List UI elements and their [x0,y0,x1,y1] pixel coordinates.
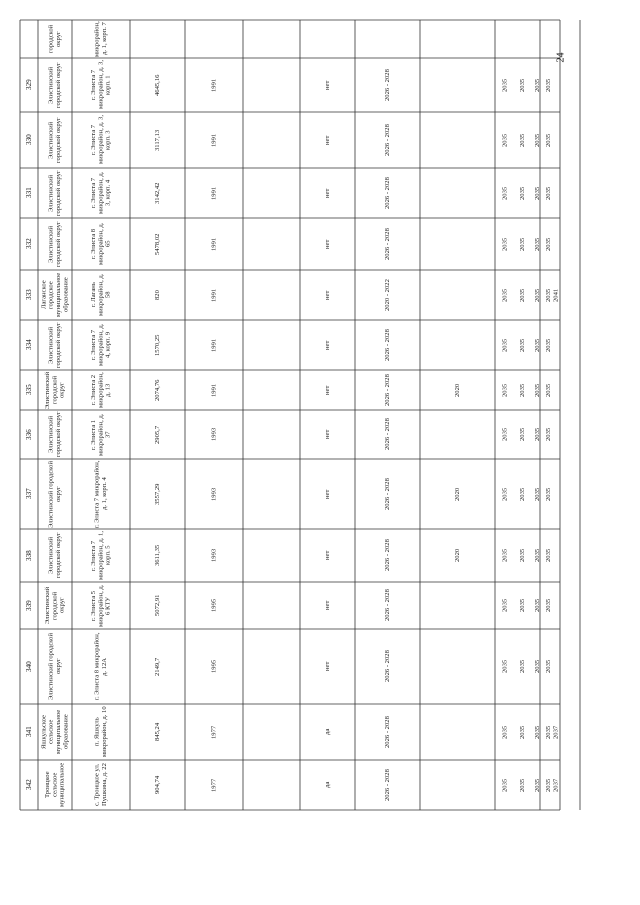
year-built-cell: 1977 [210,778,218,792]
plan-year-cell: 2035 [501,383,509,397]
period-cell: 2026 - 2028 [383,589,391,622]
year-built-cell: 1995 [210,659,218,674]
period-cell: 2020 - 2022 [383,279,391,311]
address-cell: г. Элиста 7 микрорайон, д. 4, корп. 9 [89,323,112,367]
needs-cell: да [323,728,331,736]
period-cell: 2026 - 2028 [383,124,391,156]
period-cell: 2026 - 2028 [383,418,391,451]
year-cell [420,218,495,270]
plan-year-cell: 2035 [533,778,541,792]
municipality-cell: Яшкульское сельское муниципальное образование [40,709,70,755]
address-cell: п. Яшкуль микрорайон, д. 10 [93,706,108,758]
final-year-cell [552,459,560,529]
needs-cell: да [323,781,331,789]
plan-year-cell: 2035 [501,427,509,442]
plan-year-cell: 2035 [518,383,526,397]
plan-year-cell: 2035 [545,725,552,739]
final-year-cell [552,112,560,168]
row-number: 331 [24,187,33,199]
municipality-cell: Троицкое сельское муниципальное [43,762,66,808]
row-number: 335 [24,384,33,396]
year-built-cell: 1993 [210,427,218,442]
year-cell [420,112,495,168]
plan-year-cell: 2035 [518,487,526,501]
row-number: 337 [24,488,33,500]
plan-year-cell: 2035 [501,487,509,501]
empty-cell [243,168,300,218]
municipality-cell: Элистинский городской округ [47,170,62,216]
plan-year-cell: 2035 [533,598,541,613]
needs-cell: нет [323,80,331,90]
area-cell: 904,74 [153,775,161,795]
row-number: 334 [24,339,33,351]
plan-year-cell: 2035 [533,78,541,92]
address-cell: г. Элиста 8 микрорайон, д. 65 [89,222,112,266]
year-cell [420,168,495,218]
continued-municipality: городской округ [47,24,62,54]
final-year-cell: 2037 [552,725,560,739]
plan-year-cell: 2035 [533,659,541,674]
year-built-cell: 1977 [210,725,218,739]
empty-cell [243,410,300,459]
municipality-cell: Элистинский городской округ [47,411,62,458]
area-cell: 5478,02 [153,233,161,255]
municipality-cell: Элистинский городской округ [43,586,66,625]
plan-year-cell: 2035 [501,237,509,251]
area-cell: 845,24 [153,722,161,742]
plan-year-cell: 2035 [545,133,552,147]
year-built-cell: 1993 [210,548,218,563]
needs-cell: нет [323,239,331,249]
needs-cell: нет [323,429,331,440]
year-cell [420,270,495,320]
area-cell: 820 [153,290,161,300]
plan-year-cell: 2035 [518,427,526,442]
page-number: 24 [555,52,567,63]
plan-year-cell: 2035 [518,133,526,147]
year-cell: 2020 [453,548,461,563]
empty-cell [243,320,300,370]
address-cell: г. Элиста 8 микрорайон, д. 12А [93,632,108,701]
plan-year-cell: 2035 [501,78,509,92]
plan-year-cell: 2035 [518,288,526,302]
year-built-cell: 1991 [210,338,218,352]
row-number: 342 [24,779,33,791]
final-year-cell [552,629,560,704]
final-year-cell [552,168,560,218]
final-year-cell: 2041 [552,288,560,302]
plan-year-cell: 2035 [533,725,541,739]
plan-year-cell: 2035 [545,78,552,92]
plan-year-cell: 2035 [518,78,526,92]
empty-cell [243,218,300,270]
plan-year-cell: 2035 [545,338,552,352]
plan-year-cell: 2035 [545,778,552,792]
empty-cell [243,459,300,529]
final-year-cell [552,218,560,270]
plan-year-cell: 2035 [518,548,526,563]
year-cell: 2020 [453,487,461,501]
plan-year-cell: 2035 [545,237,552,251]
empty-cell [243,704,300,760]
plan-year-cell: 2035 [501,548,509,563]
year-cell: 2020 [453,383,461,397]
area-cell: 2074,76 [153,379,161,401]
address-cell: г. Элиста 2 микрорайон, д. 13 [89,372,112,408]
municipality-cell: Лаганское городское муниципальное образование [40,272,70,318]
municipality-cell: Элистинский городской округ [47,221,62,267]
plan-year-cell: 2035 [545,548,552,563]
plan-year-cell: 2035 [501,725,509,739]
year-built-cell: 1991 [210,78,218,92]
area-cell: 3557,29 [153,483,161,505]
row-number: 336 [24,429,33,440]
empty-cell [243,270,300,320]
year-cell [420,410,495,459]
empty-cell [243,529,300,582]
plan-year-cell: 2035 [533,186,541,200]
plan-year-cell: 2035 [533,548,541,563]
year-built-cell: 1991 [210,288,218,302]
year-cell [420,760,495,810]
row-number: 333 [24,289,33,301]
address-cell: с. Троицкое ул. Пушкина, д. 22 [93,763,108,807]
plan-year-cell: 2035 [545,383,552,397]
plan-year-cell: 2035 [533,427,541,442]
empty-cell [243,760,300,810]
municipality-cell: Элистинский городской округ [47,117,62,163]
year-built-cell: 1991 [210,237,218,251]
needs-cell: нет [323,385,331,395]
final-year-cell [552,582,560,629]
plan-year-cell: 2035 [545,659,552,674]
final-year-cell [552,529,560,582]
plan-year-cell: 2035 [533,237,541,251]
plan-year-cell: 2035 [501,338,509,352]
row-number: 340 [24,661,33,672]
final-year-cell [552,58,560,112]
year-built-cell: 1991 [210,133,218,147]
year-cell [420,320,495,370]
period-cell: 2026 - 2028 [383,228,391,260]
empty-cell [243,112,300,168]
municipality-cell: Элистинский городской округ [43,371,66,409]
empty-cell [243,629,300,704]
row-number: 341 [24,726,33,738]
address-cell: г. Элиста 7 микрорайон, д. 1, корп. 5 [89,531,112,580]
plan-year-cell: 2035 [545,427,552,442]
year-cell [420,58,495,112]
final-year-cell: 2037 [552,778,560,792]
final-year-cell [552,370,560,410]
plan-year-cell: 2035 [533,383,541,397]
plan-year-cell: 2035 [545,487,552,501]
period-cell: 2026 - 2028 [383,69,391,101]
plan-year-cell: 2035 [501,598,509,613]
period-cell: 2026 - 2028 [383,650,391,683]
empty-cell [243,58,300,112]
plan-year-cell: 2035 [518,778,526,792]
municipality-cell: Элистинский городской округ [47,633,62,701]
plan-year-cell: 2035 [518,659,526,674]
row-number: 329 [24,79,33,91]
year-built-cell: 1995 [210,598,218,613]
needs-cell: нет [323,550,331,561]
address-cell: г. Элиста 7 микрорайон, д. 3, корп. 4 [89,171,112,215]
plan-year-cell: 2035 [518,725,526,739]
year-cell [420,582,495,629]
plan-year-cell: 2035 [545,186,552,200]
empty-cell [243,582,300,629]
final-year-cell [552,410,560,459]
plan-year-cell: 2035 [533,487,541,501]
plan-year-cell: 2035 [545,288,552,302]
period-cell: 2026 - 2028 [383,716,391,748]
area-cell: 3142,42 [153,182,161,204]
year-built-cell: 1993 [210,487,218,501]
needs-cell: нет [323,661,331,672]
area-cell: 2905,7 [153,425,161,444]
continued-address: микрорайон, д. 1, корп. 7 [93,21,108,57]
empty-cell [243,370,300,410]
plan-year-cell: 2035 [501,288,509,302]
plan-year-cell: 2035 [533,338,541,352]
municipality-cell: Элистинский городской округ [47,460,62,528]
address-cell: г. Элиста 7 микрорайон, д. 3, корп. 3 [89,115,112,165]
area-cell: 3611,35 [153,544,161,567]
plan-year-cell: 2035 [533,133,541,147]
year-cell [420,704,495,760]
row-number: 339 [24,600,33,611]
period-cell: 2026 - 2028 [383,177,391,209]
area-cell: 1570,25 [153,334,161,356]
municipality-cell: Элистинский городской округ [47,322,62,368]
address-cell: г. Элиста 7 микрорайон, д. 1, корп. 4 [93,460,108,528]
plan-year-cell: 2035 [501,778,509,792]
needs-cell: нет [323,489,331,499]
period-cell: 2026 - 2028 [383,769,391,801]
area-cell: 5072,91 [153,594,161,617]
plan-year-cell: 2035 [501,133,509,147]
period-cell: 2026 - 2028 [383,539,391,572]
plan-year-cell: 2035 [533,288,541,302]
area-cell: 2149,7 [153,657,161,676]
address-cell: г. Элиста 1 микрорайон, д. 37 [89,413,112,456]
plan-year-cell: 2035 [545,598,552,613]
address-cell: г. Элиста 5 микрорайон, д. 6 КТУ [89,584,112,627]
row-number: 332 [24,238,33,250]
address-cell: г. Лагань микрорайон, д. 58 [89,273,112,317]
final-year-cell [552,320,560,370]
period-cell: 2026 - 2028 [383,374,391,406]
period-cell: 2026 - 2028 [383,329,391,361]
needs-cell: нет [323,340,331,350]
plan-year-cell: 2035 [518,186,526,200]
plan-year-cell: 2035 [518,338,526,352]
year-built-cell: 1991 [210,383,218,397]
row-number: 330 [24,134,33,146]
area-cell: 3117,13 [153,129,161,151]
needs-cell: нет [323,600,331,611]
period-cell: 2026 - 2028 [383,478,391,510]
needs-cell: нет [323,188,331,198]
needs-cell: нет [323,290,331,300]
address-cell: г. Элиста 7 микрорайон, д. 3, корп. 1 [89,60,112,110]
plan-year-cell: 2035 [518,598,526,613]
plan-year-cell: 2035 [501,186,509,200]
area-cell: 4645,16 [153,74,161,96]
plan-year-cell: 2035 [518,237,526,251]
year-cell [420,629,495,704]
needs-cell: нет [323,135,331,145]
municipality-cell: Элистинский городской округ [47,532,62,579]
year-built-cell: 1991 [210,186,218,200]
municipality-cell: Элистинский городской округ [47,62,62,108]
row-number: 338 [24,550,33,561]
plan-year-cell: 2035 [501,659,509,674]
